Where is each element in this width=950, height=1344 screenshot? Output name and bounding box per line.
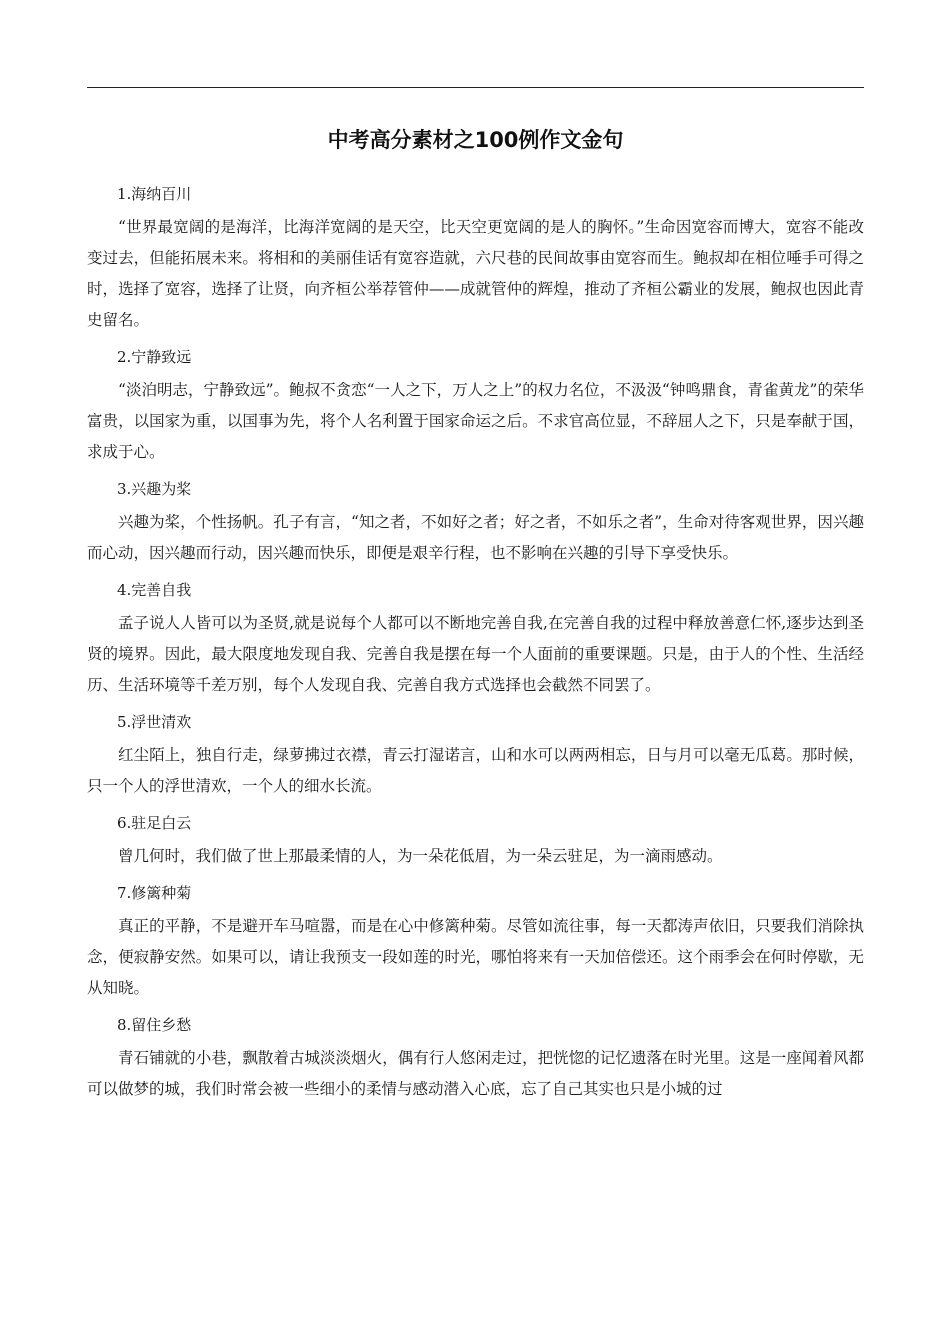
- section-paragraph: 红尘陌上，独自行走，绿萝拂过衣襟，青云打湿诺言，山和水可以两两相忘，日与月可以毫无瓜葛。那时候，只一个人的浮世清欢，一个人的细水长流。: [87, 746, 864, 795]
- section: [87, 471, 864, 569]
- section-heading: 2.宁静致远: [117, 348, 192, 366]
- page-title: 中考高分素材之100例作文金句: [327, 128, 624, 152]
- section-heading: 5.浮世清欢: [117, 713, 192, 731]
- section-paragraph: “世界最宽阔的是海洋，比海洋宽阔的是天空，比天空更宽阔的是人的胸怀。”生命因宽容而博大，宽容不能改变过去，但能拓展未来。将相和的美丽佳话有宽容造就，六尺巷的民间故事由宽容而生。鲍叔却在相位唾手可得之时，选择了宽容，选择了让贤，向齐桓公举荐管仲——成就管仲的辉煌，推动了齐桓公霸业的发展，鲍叔也因此青史留名。: [87, 218, 864, 329]
- section: [87, 875, 864, 1004]
- section-heading: 4.完善自我: [117, 581, 192, 599]
- header-rule: [87, 87, 864, 88]
- section-heading: 8.留住乡愁: [117, 1016, 192, 1034]
- section-paragraph: 孟子说人人皆可以为圣贤,就是说每个人都可以不断地完善自我,在完善自我的过程中释放善意仁怀,逐步达到圣贤的境界。因此，最大限度地发现自我、完善自我是摆在每一个人面前的重要课题。只是，由于人的个性、生活经历、生活环境等千差万别，每个人发现自我、完善自我方式选择也会截然不同罢了。: [87, 614, 864, 694]
- section-paragraph: 青石铺就的小巷，飘散着古城淡淡烟火，偶有行人悠闲走过，把恍惚的记忆遗落在时光里。这是一座闻着风都可以做梦的城，我们时常会被一些细小的柔情与感动潜入心底，忘了自己其实也只是小城的过: [87, 1049, 864, 1098]
- section-paragraph: “淡泊明志，宁静致远”。鲍叔不贪恋“一人之下，万人之上”的权力名位，不汲汲“钟鸣鼎食，青雀黄龙”的荣华富贵，以国家为重，以国事为先，将个人名利置于国家命运之后。不求官高位显，不辞屈人之下，只是奉献于国，求成于心。: [87, 381, 864, 461]
- section: [87, 805, 864, 872]
- section: [87, 572, 864, 701]
- section-paragraph: 真正的平静，不是避开车马喧嚣，而是在心中修篱种菊。尽管如流往事，每一天都涛声依旧，只要我们消除执念，便寂静安然。如果可以，请让我预支一段如莲的时光，哪怕将来有一天加倍偿还。这个雨季会在何时停歇，无从知晓。: [87, 917, 864, 997]
- section-paragraph: 兴趣为桨，个性扬帆。孔子有言，“知之者，不如好之者；好之者，不如乐之者”，生命对待客观世界，因兴趣而心动，因兴趣而行动，因兴趣而快乐，即便是艰辛行程，也不影响在兴趣的引导下享受快乐。: [87, 513, 864, 562]
- section-paragraph: 曾几何时，我们做了世上那最柔情的人，为一朵花低眉，为一朵云驻足，为一滴雨感动。: [118, 847, 723, 865]
- section: [87, 339, 864, 468]
- section: [87, 176, 864, 336]
- section: [87, 1007, 864, 1105]
- section-heading: 3.兴趣为桨: [117, 480, 192, 498]
- document-body: [87, 176, 864, 1108]
- section-heading: 7.修篱种菊: [117, 884, 192, 902]
- section: [87, 704, 864, 802]
- section-heading: 6.驻足白云: [117, 814, 192, 832]
- section-heading: 1.海纳百川: [117, 185, 192, 203]
